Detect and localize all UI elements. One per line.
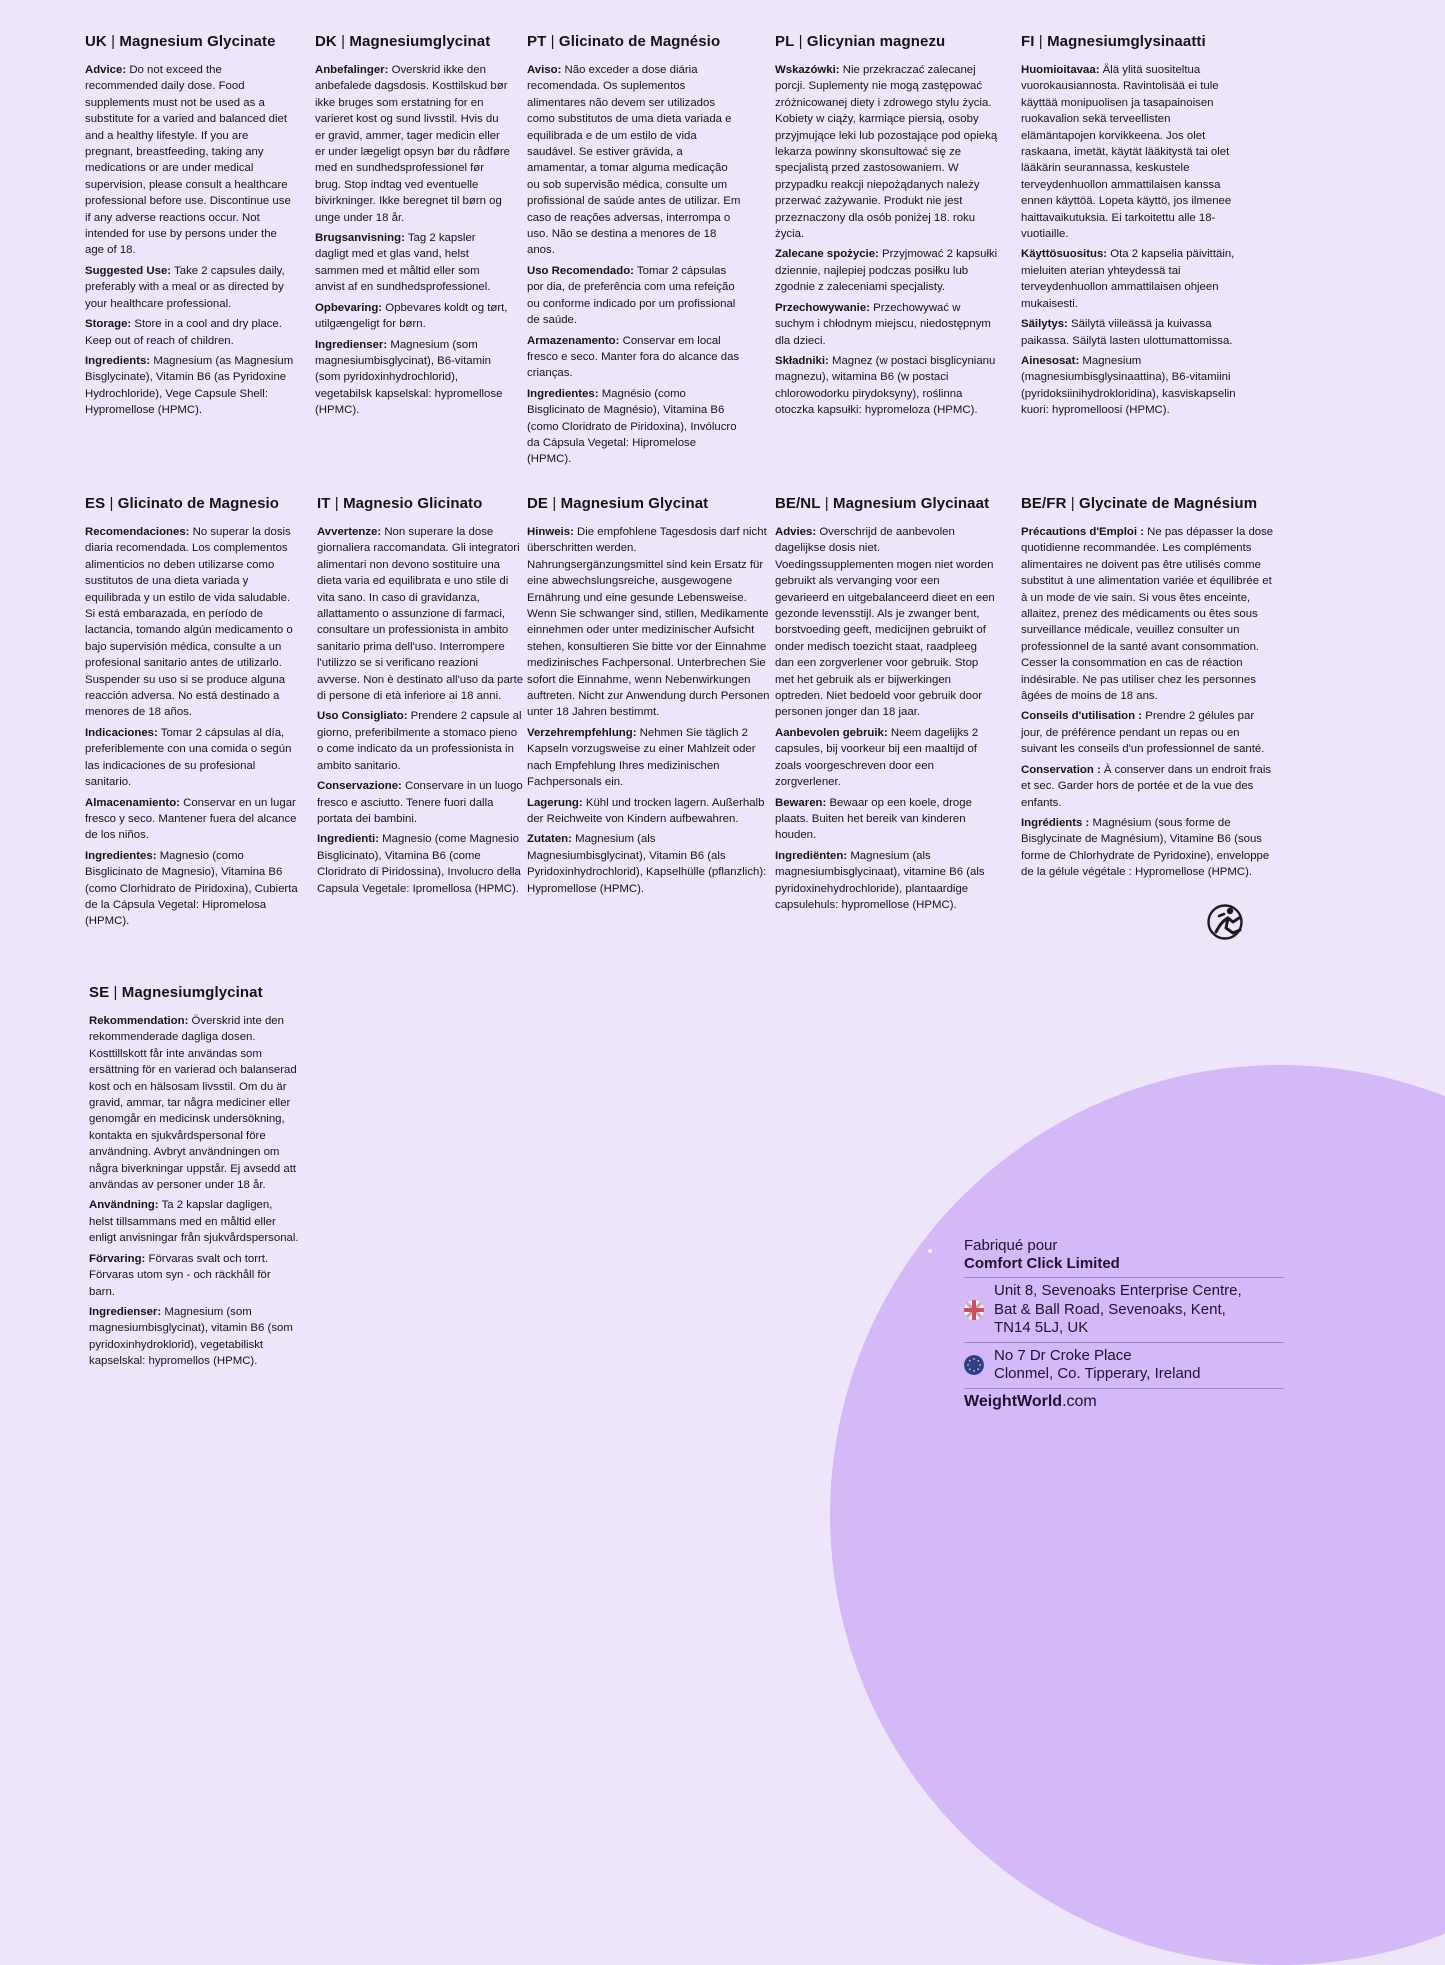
info-paragraph [527, 333, 743, 382]
info-paragraph [317, 524, 524, 704]
info-paragraph [1021, 524, 1277, 704]
heading-separator: | [820, 495, 834, 512]
paragraph-text: Ne pas dépasser la dose quotidienne recommandée. Les compléments alimentaires ne doivent pas être utilisés comme substitut à une alimentation variée et équilibrée et à un mode de vie sain. Si vous êtes enceinte, allaitez, prenez des médicaments ou êtes sous surveillance médicale, veuillez consulter un professionnel de la santé avant consommation. Cesser la consommation en cas de réaction indésirable. Ne pas utiliser chez les personnes âgées de moins de 18 ans. [1021, 526, 1274, 703]
paragraph-text: Przechowywać w suchym i chłodnym miejscu, niedostępnym dla dzieci. [775, 301, 991, 347]
paragraph-text: Magnesium (als magnesiumbisglycinaat), vitamine B6 (als pyridoxinehydrochloride), plantaardige capsulehuls: hypromellose (HPMC). [775, 849, 985, 911]
paragraph-text: Overskrid ikke den anbefalede dagsdosis. Kosttilskud bør ikke bruges som erstatning for en varieret kost og sund livsstil. Hvis du er gravid, ammer, tager medicin eller er under lægeligt opsyn bør du rådføre med en sundhedsprofessionel før brug. Stop indtag ved eventuelle bivirkninger. Ikke beregnet til børn og unge under 18 år. [315, 64, 511, 224]
paragraph-label: Hinweis: [527, 526, 574, 538]
section-title: Magnesiumglysinaatti [1047, 33, 1206, 50]
paragraph-text: Opbevares koldt og tørt, utilgængeligt for børn. [315, 301, 508, 331]
section-heading [1021, 33, 1241, 50]
paragraph-label: Käyttösuositus: [1021, 248, 1108, 261]
info-paragraph [89, 1197, 299, 1246]
paragraph-label: Opbevaring: [315, 301, 383, 314]
paragraph-text: Do not exceed the recommended daily dose. Food supplements must not be used as a substitute for a varied and balanced diet and a healthy lifestyle. If you are pregnant, breastfeeding, taking any medications or are under medical supervision, please consult a healthcare professional before use. Discontinue use if any adverse reactions occur. Not intended for use by persons under the age of 18. [85, 64, 291, 257]
paragraph-label: Lagerung: [527, 796, 583, 809]
info-paragraph [775, 848, 995, 914]
website [964, 1388, 1284, 1411]
heading-separator: | [105, 495, 118, 512]
heading-separator: | [794, 33, 807, 50]
paragraph-text: Magnesium (som magnesiumbisglycinat), vitamin B6 (som pyridoxinhydroklorid), vegetabiliskt kapselskal: hypromellos (HPMC). [89, 1305, 293, 1368]
info-paragraph [85, 795, 303, 844]
section-heading [527, 495, 773, 512]
section-heading [1021, 495, 1277, 512]
paragraph-text: Tomar 2 cápsulas al día, preferiblemente con una comida o según las indicaciones de su profesional sanitario. [85, 726, 292, 789]
section-it [317, 495, 524, 901]
paragraph-label: Conservation : [1021, 763, 1101, 776]
paragraph-text: Magnesium (som magnesiumbisglycinat), B6-vitamin (som pyridoxinhydrochlorid), vegetabilsk kapselskal: hypromellose (HPMC). [315, 338, 503, 417]
paragraph-text: Magnesio (come Magnesio Bisglicinato), Vitamina B6 (come Cloridrato di Piridossina), Involucro della Capsula Vegetale: Ipromellosa (HPMC). [317, 833, 521, 895]
section-fi [1021, 33, 1241, 423]
heading-separator: | [546, 33, 559, 50]
made-for-label: Fabriqué pour [964, 1237, 1058, 1254]
info-paragraph [315, 230, 510, 296]
section-heading [85, 33, 297, 50]
info-paragraph [527, 725, 773, 791]
info-paragraph [85, 524, 303, 721]
paragraph-label: Almacenamiento: [85, 796, 180, 809]
paragraph-text: Conservar em local fresco e seco. Manter fora do alcance das crianças. [527, 334, 740, 380]
section-heading [775, 33, 999, 50]
info-paragraph [775, 246, 999, 295]
uk-address-line-3: TN14 5LJ, UK [994, 1319, 1089, 1336]
decorative-circle [830, 1065, 1445, 1965]
paragraph-text: Överskrid inte den rekommenderade dagliga dosen. Kosttillskott får inte användas som ersättning för en varierad och balanserad kost och en hälsosam livsstil. Om du är gravid, ammar, tar några mediciner eller genomgår en medicinsk undersökning, kontakta en sjukvårdspersonal före användning. Avbryt användningen om några biverkningar uppstår. Ej avsedd att användas av personer under 18 år. [89, 1015, 297, 1192]
ie-address-line-1: No 7 Dr Croke Place [994, 1346, 1132, 1364]
paragraph-text: Prendere 2 capsule al giorno, preferibilmente a stomaco pieno o come indicato da un professionista in ambito sanitario. [317, 710, 522, 772]
info-paragraph [1021, 353, 1241, 419]
paragraph-label: Förvaring: [89, 1252, 146, 1265]
info-paragraph [1021, 316, 1241, 349]
paragraph-label: Huomioitavaa: [1021, 64, 1100, 76]
paragraph-label: Wskazówki: [775, 64, 840, 76]
section-heading [527, 33, 743, 50]
section-pl [775, 33, 999, 423]
paragraph-text: Overschrijd de aanbevolen dagelijkse dosis niet. Voedingssupplementen mogen niet worden gebruikt als vervanging voor een gevarieerd en uitgebalanceerd dieet en een gezonde levensstijl. Als je zwanger bent, borstvoeding geeft, medicijnen gebruikt of onder medisch toezicht staat, raadpleeg dan een zorgverlener voor gebruik. Stop met het gebruik als er bijwerkingen optreden. Niet bedoeld voor gebruik door personen jonger dan 18 jaar. [775, 526, 995, 719]
section-title: Glicinato de Magnesio [117, 495, 280, 512]
country-code: SE [89, 984, 110, 1001]
website-domain: .com [1062, 1392, 1097, 1410]
info-paragraph [89, 1251, 299, 1300]
paragraph-label: Aanbevolen gebruik: [775, 726, 888, 739]
country-code: IT [317, 495, 331, 512]
info-paragraph [85, 316, 297, 349]
section-de [527, 495, 773, 901]
paragraph-text: Tomar 2 cápsulas por dia, de preferência com uma refeição ou conforme indicado por um profissional de saúde. [527, 264, 736, 327]
paragraph-text: Magnesium (magnesiumbisglysinaattina), B6-vitamiini (pyridoksiinihydrokloridina), kasviskapselin kuori: hypromelloosi (HPMC). [1021, 354, 1236, 417]
uk-address-line-2: Bat & Ball Road, Sevenoaks, Kent, [994, 1300, 1226, 1318]
heading-separator: | [109, 984, 122, 1001]
section-uk [85, 33, 297, 423]
paragraph-text: Ta 2 kapslar dagligen, helst tillsammans med en måltid eller enligt anvisningar från sjukvårdspersonal. [89, 1199, 299, 1245]
paragraph-text: Förvaras svalt och torrt. Förvaras utom syn - och räckhåll för barn. [89, 1252, 271, 1298]
info-paragraph [527, 524, 773, 721]
paragraph-label: Przechowywanie: [775, 301, 870, 314]
paragraph-text: No superar la dosis diaria recomendada. Los complementos alimenticios no deben utilizarse como sustitutos de una dieta variada y equilibrada y un estilo de vida saludable. Si está embarazada, en período de lactancia, tomando algún medicamento o bajo supervisión médica, consulte a un profesional sanitario antes de utilizarlo. Suspender su uso si se produce alguna reacción adversa. No está destinado a menores de 18 años. [85, 526, 293, 719]
uk-address-row [964, 1277, 1284, 1342]
section-title: Glicynian magnezu [806, 33, 946, 50]
section-es [85, 495, 303, 934]
info-paragraph [527, 263, 743, 329]
paragraph-text: Älä ylitä suositeltua vuorokausiannosta. Ravintolisää ei tule käyttää monipuolisen ja tasapainoisen ruokavalion sekä terveellisten elämäntapojen korvikkeena. Jos olet raskaana, imetät, käytät lääkitystä tai olet lääkärin seurannassa, keskustele terveydenhuollon ammattilaisen kanssa ennen käyttöä. Lopeta käyttö, jos ilmenee haittavaikutuksia. Ei tarkoitettu alle 18-vuotiaille. [1021, 64, 1232, 241]
leaping-figure-logo-icon [1206, 902, 1246, 942]
country-code: FI [1021, 33, 1035, 50]
decorative-dot [928, 1249, 932, 1253]
paragraph-label: Uso Consigliato: [317, 710, 408, 723]
section-heading [85, 495, 303, 512]
paragraph-label: Armazenamento: [527, 334, 620, 347]
paragraph-label: Zutaten: [527, 833, 572, 846]
info-paragraph [527, 795, 773, 828]
paragraph-label: Anbefalinger: [315, 64, 389, 76]
heading-separator: | [106, 33, 120, 50]
info-paragraph [85, 725, 303, 791]
paragraph-text: Przyjmować 2 kapsułki dziennie, najlepiej podczas posiłku lub zgodnie z zaleceniami specjalisty. [775, 248, 998, 294]
section-be-nl [775, 495, 995, 917]
info-paragraph [775, 300, 999, 349]
paragraph-label: Ingredients: [85, 354, 151, 367]
info-paragraph [1021, 762, 1277, 811]
paragraph-text: Magnez (w postaci bisglicynianu magnezu), witamina B6 (w postaci chlorowodorku pirydoksyny), roślinna otoczka kapsułki: hypromeloza (HPMC). [775, 354, 996, 417]
country-code: DE [527, 495, 549, 512]
paragraph-text: Die empfohlene Tagesdosis darf nicht überschritten werden. Nahrungsergänzungsmittel sind kein Ersatz für eine abwechslungsreiche, ausgewogene Ernährung und eine gesunde Lebensweise. Wenn Sie schwanger sind, stillen, Medikamente einnehmen oder unter medizinischer Aufsicht stehen, konsultieren Sie bitte vor der Einnahme medizinisches Fachpersonal. Unterbrechen Sie sofort die Einnahme, wenn Nebenwirkungen auftreten. Nicht zur Anwendung durch Personen unter 18 Jahren bestimmt. [527, 526, 770, 719]
paragraph-label: Bewaren: [775, 796, 827, 809]
heading-separator: | [330, 495, 344, 512]
paragraph-label: Säilytys: [1021, 318, 1068, 331]
paragraph-label: Uso Recomendado: [527, 264, 634, 277]
info-paragraph [315, 300, 510, 333]
info-paragraph [1021, 815, 1277, 881]
info-paragraph [1021, 708, 1277, 757]
paragraph-label: Ingredienser: [89, 1305, 162, 1318]
paragraph-label: Storage: [85, 318, 132, 331]
info-paragraph [317, 778, 524, 827]
section-pt [527, 33, 743, 472]
section-title: Magnesio Glicinato [343, 495, 483, 512]
paragraph-label: Avvertenze: [317, 526, 382, 538]
paragraph-text: Bewaar op een koele, droge plaats. Buiten het bereik van kinderen houden. [775, 796, 972, 842]
info-paragraph [527, 831, 773, 897]
info-paragraph [1021, 62, 1241, 242]
paragraph-label: Ingredientes: [527, 387, 599, 400]
paragraph-text: Ota 2 kapselia päivittäin, mieluiten aterian yhteydessä tai terveydenhuollon ammattilaisen ohjeen mukaisesti. [1021, 248, 1235, 310]
country-code: BE/FR [1021, 495, 1067, 512]
country-code: ES [85, 495, 106, 512]
country-code: BE/NL [775, 495, 821, 512]
section-be-fr [1021, 495, 1277, 885]
paragraph-label: Conservazione: [317, 780, 402, 793]
paragraph-label: Advice: [85, 64, 127, 76]
paragraph-text: Nehmen Sie täglich 2 Kapseln vorzugsweise zu einer Mahlzeit oder nach Empfehlung Ihres medizinischen Fachpersonals ein. [527, 726, 756, 789]
section-dk [315, 33, 510, 423]
paragraph-label: Användning: [89, 1199, 159, 1212]
heading-separator: | [336, 33, 350, 50]
paragraph-text: Tag 2 kapsler dagligt med et glas vand, helst sammen med et måltid eller som anvist af en sundhedsprofessionel. [315, 232, 491, 294]
paragraph-text: Neem dagelijks 2 capsules, bij voorkeur bij een maaltijd of zoals voorgeschreven door een zorgverlener. [775, 726, 979, 789]
country-code: PL [775, 33, 795, 50]
section-title: Glicinato de Magnésio [558, 33, 721, 50]
section-heading [315, 33, 510, 50]
heading-separator: | [548, 495, 561, 512]
paragraph-text: Kühl und trocken lagern. Außerhalb der Reichweite von Kindern aufbewahren. [527, 796, 765, 825]
info-paragraph [85, 353, 297, 419]
eu-flag-icon [964, 1355, 984, 1375]
heading-separator: | [1066, 495, 1080, 512]
paragraph-text: Magnesium (als Magnesiumbisglycinat), Vitamin B6 (als Pyridoxinhydrochlorid), Kapselhülle (pflanzlich): Hypromellose (HPMC). [527, 833, 767, 895]
paragraph-text: Store in a cool and dry place. Keep out of reach of children. [85, 318, 282, 347]
paragraph-text: Magnesio (como Bisglicinato de Magnesio), Vitamina B6 (como Clorhidrato de Piridoxina), Cubierta de la Cápsula Vegetal: Hipromelosa (HPMC). [85, 849, 298, 928]
paragraph-text: Magnesium (as Magnesium Bisglycinate), Vitamin B6 (as Pyridoxine Hydrochloride), Vege Capsule Shell: Hypromellose (HPMC). [85, 354, 294, 417]
paragraph-label: Ainesosat: [1021, 354, 1080, 367]
section-title: Glycinate de Magnésium [1079, 495, 1258, 512]
info-paragraph [85, 848, 303, 930]
info-paragraph [775, 725, 995, 791]
info-paragraph [317, 708, 524, 774]
info-paragraph [315, 337, 510, 419]
info-paragraph [89, 1013, 299, 1193]
website-brand: WeightWorld [964, 1392, 1063, 1410]
paragraph-text: Nie przekraczać zalecanej porcji. Suplementy nie mogą zastępować zróżnicowanej diety i zdrowego stylu życia. Kobiety w ciąży, karmiące piersią, osoby przyjmujące leki lub pozostające pod opieką lekarza powinny skonsultować się ze specjalistą przed zastosowaniem. W przypadku reakcji niepożądanych należy przerwać zażywanie. Produkt nie jest przeznaczony dla osób poniżej 18. roku życia. [775, 64, 998, 241]
paragraph-text: Magnésio (como Bisglicinato de Magnésio), Vitamina B6 (como Cloridrato de Piridoxina), Invólucro da Cápsula Vegetal: Hipromelose (HPMC). [527, 387, 737, 466]
info-paragraph [775, 524, 995, 721]
paragraph-text: Säilytä viileässä ja kuivassa paikassa. Säilytä lasten ulottumattomissa. [1021, 318, 1233, 347]
paragraph-label: Rekommendation: [89, 1015, 189, 1027]
info-paragraph [1021, 246, 1241, 312]
paragraph-label: Ingrédients : [1021, 816, 1090, 829]
paragraph-text: À conserver dans un endroit frais et sec. Garder hors de portée et de la vue des enfants. [1021, 763, 1272, 809]
paragraph-label: Recomendaciones: [85, 526, 190, 538]
info-paragraph [527, 62, 743, 259]
country-code: PT [527, 33, 547, 50]
uk-address-line-1: Unit 8, Sevenoaks Enterprise Centre, [994, 1282, 1242, 1299]
paragraph-text: Conservare in un luogo fresco e asciutto. Tenere fuori dalla portata dei bambini. [317, 780, 523, 825]
paragraph-text: Take 2 capsules daily, preferably with a meal or as directed by your healthcare professional. [85, 264, 285, 310]
paragraph-label: Advies: [775, 526, 817, 538]
info-paragraph [775, 795, 995, 844]
paragraph-label: Suggested Use: [85, 264, 172, 277]
paragraph-label: Brugsanvisning: [315, 232, 405, 245]
paragraph-label: Ingrediënten: [775, 849, 848, 862]
paragraph-text: Non superare la dose giornaliera raccomandata. Gli integratori alimentari non devono sostituire una dieta varia ed equilibrata e uno stile di vita sano. In caso di gravidanza, allattamento o assunzione di farmaci, consultare un professionista in ambito sanitario prima dell'uso. Interrompere l'utilizzo se si verificano reazioni avverse. Non è destinato all'uso da parte di persone di età inferiore ai 18 anni. [317, 526, 524, 703]
section-title: Magnesium Glycinate [119, 33, 276, 50]
paragraph-text: Magnésium (sous forme de Bisglycinate de Magnésium), Vitamine B6 (sous forme de Chlorhydrate de Pyridoxine), enveloppe de la gélule végétale : Hypromellose (HPMC). [1021, 816, 1270, 879]
ie-address-row [964, 1342, 1284, 1388]
ie-address-line-2: Clonmel, Co. Tipperary, Ireland [994, 1365, 1201, 1382]
paragraph-label: Ingredientes: [85, 849, 157, 862]
info-paragraph [775, 62, 999, 242]
info-paragraph [89, 1304, 299, 1370]
paragraph-label: Ingredienser: [315, 338, 388, 351]
paragraph-text: Não exceder a dose diária recomendada. Os suplementos alimentares não devem ser utilizados como substitutos de uma dieta variada e equilibrada e de um estilo de vida saudável. Se estiver grávida, a amamentar, a tomar alguma medicação ou sob supervisão médica, consulte um profissional de saúde antes de utilizar. Em caso de reações adversas, interrompa o uso. Não se destina a menores de 18 anos. [527, 64, 741, 257]
company-name: Comfort Click Limited [964, 1255, 1120, 1272]
paragraph-label: Aviso: [527, 64, 562, 76]
info-paragraph [85, 263, 297, 312]
paragraph-label: Zalecane spożycie: [775, 248, 879, 261]
section-heading [89, 984, 299, 1001]
paragraph-label: Verzehrempfehlung: [527, 726, 637, 739]
section-title: Magnesium Glycinaat [833, 495, 990, 512]
paragraph-label: Indicaciones: [85, 726, 158, 739]
info-paragraph [85, 62, 297, 259]
paragraph-text: Conservar en un lugar fresco y seco. Mantener fuera del alcance de los niños. [85, 796, 297, 842]
info-paragraph [315, 62, 510, 226]
paragraph-text: Prendre 2 gélules par jour, de préférence pendant un repas ou en suivant les conseils d'un professionnel de santé. [1021, 710, 1265, 756]
country-code: UK [85, 33, 107, 50]
manufacturer-footer [964, 1237, 1284, 1411]
heading-separator: | [1034, 33, 1048, 50]
paragraph-label: Conseils d'utilisation : [1021, 710, 1143, 723]
country-code: DK [315, 33, 337, 50]
paragraph-label: Précautions d'Emploi : [1021, 526, 1144, 538]
section-title: Magnesium Glycinat [560, 495, 709, 512]
info-paragraph [775, 353, 999, 419]
section-se [89, 984, 299, 1374]
section-heading [775, 495, 995, 512]
section-title: Magnesiumglycinat [121, 984, 263, 1001]
uk-flag-icon [964, 1300, 984, 1320]
paragraph-label: Ingredienti: [317, 833, 380, 846]
info-paragraph [527, 386, 743, 468]
paragraph-label: Składniki: [775, 354, 829, 367]
info-paragraph [317, 831, 524, 897]
section-heading [317, 495, 524, 512]
section-title: Magnesiumglycinat [349, 33, 491, 50]
